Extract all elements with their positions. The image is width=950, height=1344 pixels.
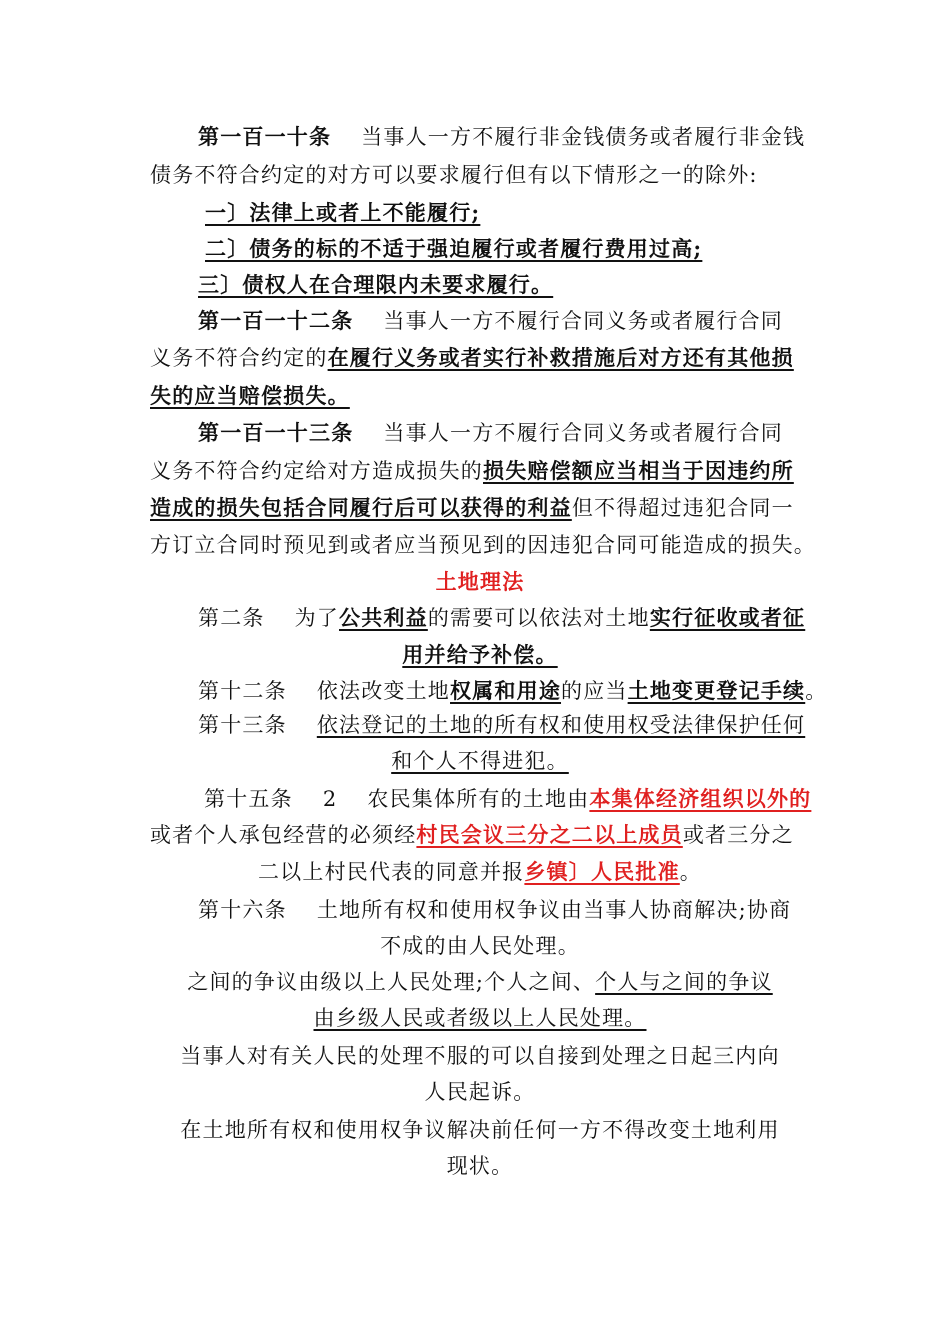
land-article-16-t7: 人民起诉。 bbox=[424, 1080, 536, 1104]
land-article-12-t5: 。 bbox=[805, 679, 828, 703]
land-article-16-line-5 bbox=[150, 1037, 810, 1075]
land-article-2-t1: 为了 bbox=[294, 606, 340, 630]
land-article-16-t1: 土地所有权和使用权争议由当事人协商解决;协商 bbox=[316, 898, 792, 922]
land-article-15-title: 第十五条 bbox=[204, 787, 293, 811]
land-article-15-line-3 bbox=[150, 853, 810, 891]
article-113-text-2a: 义务不符合约定给对方造成损失的 bbox=[150, 459, 483, 483]
article-110-item-1 bbox=[205, 194, 865, 232]
article-112-text-3: 失的应当赔偿损失。 bbox=[150, 383, 350, 408]
land-article-2-t3: 的需要可以依法对土地 bbox=[427, 606, 650, 630]
land-article-2-t4: 实行征收或者征 bbox=[649, 605, 806, 630]
land-article-15-t6: 二以上村民代表的同意并报 bbox=[257, 860, 525, 884]
land-article-16-t9: 现状。 bbox=[446, 1154, 514, 1178]
land-article-15-num: 2 bbox=[322, 787, 338, 811]
article-112-text-2a: 义务不符合约定的 bbox=[150, 346, 328, 370]
land-article-15-t8: 。 bbox=[679, 860, 702, 884]
article-113-text-3a: 造成的损失包括合同履行后可以获得的利益 bbox=[150, 495, 572, 520]
article-112-line-3 bbox=[150, 377, 810, 415]
article-110-item-2 bbox=[205, 230, 865, 268]
article-110-line-2 bbox=[150, 156, 810, 194]
land-article-13-t2: 和个人不得进犯。 bbox=[391, 749, 569, 773]
land-article-12-t4: 土地变更登记手续 bbox=[627, 678, 806, 703]
land-article-16-t3: 之间的争议由级以上人民处理;个人之间、 bbox=[187, 970, 596, 994]
land-article-16-line-2 bbox=[150, 927, 810, 965]
land-article-16-line-3 bbox=[150, 963, 810, 1001]
land-article-15-t5: 或者三分之 bbox=[682, 823, 794, 847]
article-113-text-3b: 但不得超过违犯合同一 bbox=[571, 496, 794, 520]
land-article-2-line-1 bbox=[198, 599, 818, 637]
land-article-13-line-2 bbox=[150, 742, 810, 780]
land-article-13-title: 第十三条 bbox=[198, 713, 287, 737]
item-2-text: 二〕债务的标的不适于强迫履行或者履行费用过高; bbox=[205, 236, 703, 261]
land-article-12-title: 第十二条 bbox=[198, 679, 287, 703]
article-110-line-1 bbox=[150, 118, 810, 156]
article-112-line-2 bbox=[150, 339, 810, 377]
land-article-15-t2: 本集体经济组织以外的 bbox=[589, 786, 812, 811]
land-article-12-t2: 权属和用途 bbox=[450, 678, 562, 703]
article-112-text-1: 当事人一方不履行合同义务或者履行合同 bbox=[383, 309, 784, 333]
article-113-text-4: 方订立合同时预见到或者应当预见到的因违犯合同可能造成的损失。 bbox=[150, 533, 816, 557]
land-article-16-title: 第十六条 bbox=[198, 898, 287, 922]
item-1-text: 一〕法律上或者上不能履行; bbox=[205, 200, 481, 225]
article-113-title: 第一百一十三条 bbox=[198, 420, 354, 445]
land-article-2-t5: 用并给予补偿。 bbox=[402, 642, 558, 667]
article-110-title: 第一百一十条 bbox=[198, 124, 332, 149]
land-article-15-t1: 农民集体所有的土地由 bbox=[367, 787, 590, 811]
land-article-16-line-6 bbox=[150, 1073, 810, 1111]
land-article-2-line-2 bbox=[150, 636, 810, 674]
land-article-15-t3: 或者个人承包经营的必须经 bbox=[150, 823, 417, 847]
article-113-line-4 bbox=[150, 526, 816, 564]
land-article-16-line-4 bbox=[150, 999, 810, 1037]
land-article-12-line bbox=[198, 672, 828, 710]
land-article-15-t4: 村民会议三分之二以上成员 bbox=[416, 822, 683, 847]
land-article-15-t7: 乡镇〕人民批准 bbox=[524, 859, 680, 884]
land-article-16-t2: 不成的由人民处理。 bbox=[380, 934, 580, 958]
article-110-item-3 bbox=[198, 266, 858, 304]
land-article-16-t8: 在土地所有权和使用权争议解决前任何一方不得改变土地利用 bbox=[180, 1118, 780, 1142]
article-112-line-1 bbox=[150, 302, 810, 340]
article-113-line-1 bbox=[150, 414, 810, 452]
land-article-2-t2: 公共利益 bbox=[339, 605, 428, 630]
land-article-13-t1: 依法登记的土地的所有权和使用权受法律保护任何 bbox=[316, 713, 806, 737]
land-article-16-t4: 个人与之间的争议 bbox=[595, 970, 773, 994]
land-law-heading bbox=[150, 563, 810, 601]
land-article-16-line-7 bbox=[150, 1111, 810, 1149]
item-3-text: 三〕债权人在合理限内未要求履行。 bbox=[198, 272, 554, 297]
land-article-15-line-1 bbox=[204, 780, 824, 818]
article-110-text-1: 当事人一方不履行非金钱债务或者履行非金钱 bbox=[361, 125, 806, 149]
land-article-16-t6: 当事人对有关人民的处理不服的可以自接到处理之日起三内向 bbox=[180, 1044, 780, 1068]
land-article-13-line-1 bbox=[198, 706, 818, 744]
article-113-text-2b: 损失赔偿额应当相当于因违约所 bbox=[483, 458, 794, 483]
article-112-text-2b: 在履行义务或者实行补救措施后对方还有其他损 bbox=[327, 345, 794, 370]
land-article-12-t3: 的应当 bbox=[561, 679, 628, 703]
land-article-12-t1: 依法改变土地 bbox=[316, 679, 451, 703]
article-113-line-2 bbox=[150, 452, 810, 490]
land-article-15-line-2 bbox=[150, 816, 810, 854]
land-law-heading-text: 土地理法 bbox=[435, 569, 525, 594]
land-article-16-t5: 由乡级人民或者级以上人民处理。 bbox=[313, 1006, 647, 1030]
land-article-16-line-8 bbox=[150, 1147, 810, 1185]
article-110-text-2: 债务不符合约定的对方可以要求履行但有以下情形之一的除外: bbox=[150, 163, 758, 187]
article-112-title: 第一百一十二条 bbox=[198, 308, 354, 333]
article-113-line-3 bbox=[150, 489, 810, 527]
land-article-2-title: 第二条 bbox=[198, 606, 265, 630]
article-113-text-1: 当事人一方不履行合同义务或者履行合同 bbox=[383, 421, 784, 445]
land-article-16-line-1 bbox=[198, 891, 818, 929]
